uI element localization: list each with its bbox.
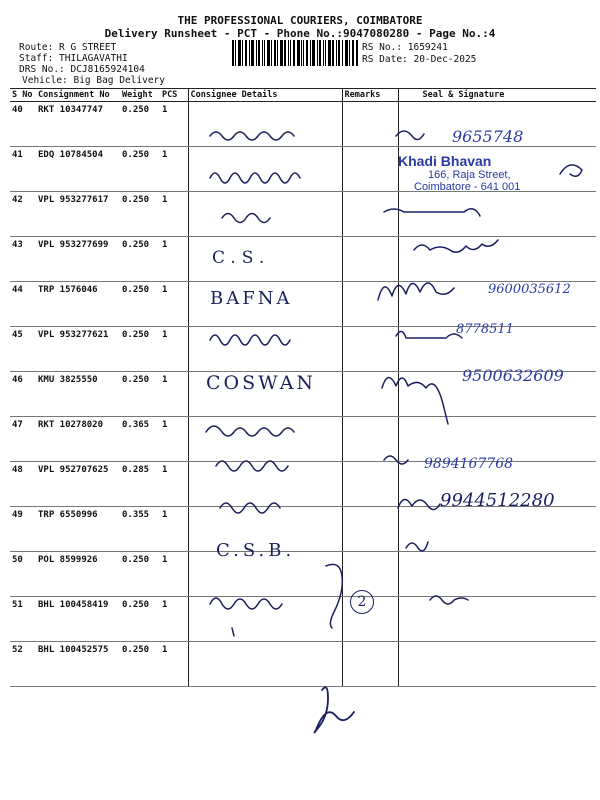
weight-cell: 0.250	[120, 327, 160, 372]
stamp-name: Khadi Bhavan	[398, 153, 492, 169]
remarks-cell	[342, 417, 398, 462]
remarks-cell	[342, 642, 398, 687]
remarks-cell	[342, 237, 398, 282]
drs-label: DRS No.: DCJ8165924104	[19, 64, 145, 75]
weight-cell: 0.250	[120, 237, 160, 282]
consignment-cell: EDQ 10784504	[36, 147, 120, 192]
weight-cell: 0.250	[120, 147, 160, 192]
stamp-line1: 166, Raja Street,	[428, 169, 511, 181]
col-remarks-header: Remarks	[342, 89, 398, 102]
pcs-cell: 1	[160, 507, 188, 552]
sno-cell: 46	[10, 372, 36, 417]
seal-signature-cell	[398, 462, 596, 507]
consignee-cell	[188, 597, 342, 642]
remarks-cell	[342, 552, 398, 597]
consignee-cell	[188, 147, 342, 192]
r43-consignee-handwriting: C.S.	[212, 248, 271, 268]
seal-signature-cell	[398, 192, 596, 237]
barcode-image	[232, 40, 358, 66]
table-row	[10, 642, 596, 687]
consignee-cell	[188, 237, 342, 282]
weight-cell: 0.250	[120, 372, 160, 417]
consignment-cell: VPL 953277699	[36, 237, 120, 282]
runsheet-subtitle: Delivery Runsheet - PCT - Phone No.:9047080280 - Page No.:4	[104, 27, 496, 40]
sno-cell: 44	[10, 282, 36, 327]
seal-signature-cell	[398, 327, 596, 372]
seal-signature-cell	[398, 102, 596, 147]
weight-cell: 0.365	[120, 417, 160, 462]
r50-consignee-handwriting: C.S.B.	[216, 540, 296, 561]
sno-cell: 52	[10, 642, 36, 687]
remarks-cell	[342, 102, 398, 147]
consignment-cell: RKT 10278020	[36, 417, 120, 462]
pcs-cell: 1	[160, 417, 188, 462]
table-row	[10, 237, 596, 282]
r44-consignee-handwriting: BAFNA	[210, 288, 293, 309]
weight-cell: 0.250	[120, 282, 160, 327]
consignee-cell	[188, 462, 342, 507]
consignment-cell: BHL 100458419	[36, 597, 120, 642]
sno-cell: 40	[10, 102, 36, 147]
bottom-signature	[314, 687, 354, 732]
r46-consignee-handwriting: COSWAN	[206, 372, 317, 394]
pcs-cell: 1	[160, 237, 188, 282]
consignment-cell: TRP 1576046	[36, 282, 120, 327]
remarks-cell	[342, 507, 398, 552]
sno-cell: 48	[10, 462, 36, 507]
sno-cell: 47	[10, 417, 36, 462]
pcs-cell: 1	[160, 552, 188, 597]
vehicle-label: Vehicle: Big Bag Delivery	[22, 75, 165, 86]
consignment-cell: VPL 953277617	[36, 192, 120, 237]
remarks-cell	[342, 597, 398, 642]
consignment-cell: POL 8599926	[36, 552, 120, 597]
consignee-cell	[188, 192, 342, 237]
consignment-cell: TRP 6550996	[36, 507, 120, 552]
seal-signature-cell	[398, 597, 596, 642]
seal-signature-cell	[398, 552, 596, 597]
table-row	[10, 597, 596, 642]
table-row	[10, 192, 596, 237]
table-row	[10, 462, 596, 507]
consignee-cell	[188, 327, 342, 372]
seal-signature-cell	[398, 282, 596, 327]
r52-circled-number: 2	[350, 590, 374, 614]
r49-phone-handwriting: 9944512280	[440, 490, 555, 511]
col-consignee-header: Consignee Details	[188, 89, 342, 102]
consignment-cell: BHL 100452575	[36, 642, 120, 687]
route-label: Route: R G STREET	[19, 42, 117, 53]
col-weight-header: Weight	[120, 89, 160, 102]
table-row	[10, 282, 596, 327]
weight-cell: 0.250	[120, 597, 160, 642]
pcs-cell: 1	[160, 327, 188, 372]
consignee-cell	[188, 372, 342, 417]
pcs-cell: 1	[160, 282, 188, 327]
staff-label: Staff: THILAGAVATHI	[19, 53, 128, 64]
seal-signature-cell	[398, 237, 596, 282]
pcs-cell: 1	[160, 147, 188, 192]
consignment-cell: VPL 952707625	[36, 462, 120, 507]
remarks-cell	[342, 372, 398, 417]
remarks-cell	[342, 192, 398, 237]
consignee-cell	[188, 417, 342, 462]
weight-cell: 0.250	[120, 192, 160, 237]
sno-cell: 45	[10, 327, 36, 372]
sno-cell: 43	[10, 237, 36, 282]
r46-phone-handwriting: 9500632609	[462, 366, 564, 385]
pcs-cell: 1	[160, 462, 188, 507]
pcs-cell: 1	[160, 192, 188, 237]
pcs-cell: 1	[160, 642, 188, 687]
consignee-cell	[188, 552, 342, 597]
consignment-cell: VPL 953277621	[36, 327, 120, 372]
sno-cell: 49	[10, 507, 36, 552]
consignee-cell	[188, 642, 342, 687]
company-title: THE PROFESSIONAL COURIERS, COIMBATORE	[177, 14, 423, 27]
sno-cell: 41	[10, 147, 36, 192]
stamp-line2: Coimbatore - 641 001	[414, 181, 521, 193]
remarks-cell	[342, 462, 398, 507]
remarks-cell	[342, 147, 398, 192]
consignee-cell	[188, 507, 342, 552]
remarks-cell	[342, 327, 398, 372]
consignee-cell	[188, 102, 342, 147]
r44-phone-handwriting: 9600035612	[488, 282, 571, 297]
sno-cell: 51	[10, 597, 36, 642]
table-row	[10, 372, 596, 417]
table-row	[10, 417, 596, 462]
consignment-cell: RKT 10347747	[36, 102, 120, 147]
r48-phone-handwriting: 9894167768	[424, 456, 514, 472]
pcs-cell: 1	[160, 597, 188, 642]
remarks-cell	[342, 282, 398, 327]
r45-phone-handwriting: 8778511	[456, 322, 514, 337]
weight-cell: 0.250	[120, 642, 160, 687]
seal-signature-cell	[398, 417, 596, 462]
seal-signature-cell	[398, 507, 596, 552]
table-row	[10, 507, 596, 552]
consignee-cell	[188, 282, 342, 327]
rs-date: RS Date: 20-Dec-2025	[362, 54, 477, 65]
table-row	[10, 327, 596, 372]
sno-cell: 50	[10, 552, 36, 597]
rs-number: RS No.: 1659241	[362, 42, 448, 53]
col-pcs-header: PCS	[160, 89, 188, 102]
weight-cell: 0.250	[120, 552, 160, 597]
r40-phone-handwriting: 9655748	[452, 127, 524, 146]
seal-signature-cell	[398, 372, 596, 417]
pcs-cell: 1	[160, 372, 188, 417]
weight-cell: 0.250	[120, 102, 160, 147]
table-row	[10, 102, 596, 147]
col-consignment-header: Consignment No	[36, 89, 120, 102]
table-row	[10, 552, 596, 597]
table-header-row	[10, 89, 596, 102]
seal-signature-cell	[398, 642, 596, 687]
col-sno-header: S No	[10, 89, 36, 102]
consignment-cell: KMU 3825550	[36, 372, 120, 417]
col-seal-header: Seal & Signature	[398, 89, 596, 102]
weight-cell: 0.355	[120, 507, 160, 552]
weight-cell: 0.285	[120, 462, 160, 507]
pcs-cell: 1	[160, 102, 188, 147]
sno-cell: 42	[10, 192, 36, 237]
